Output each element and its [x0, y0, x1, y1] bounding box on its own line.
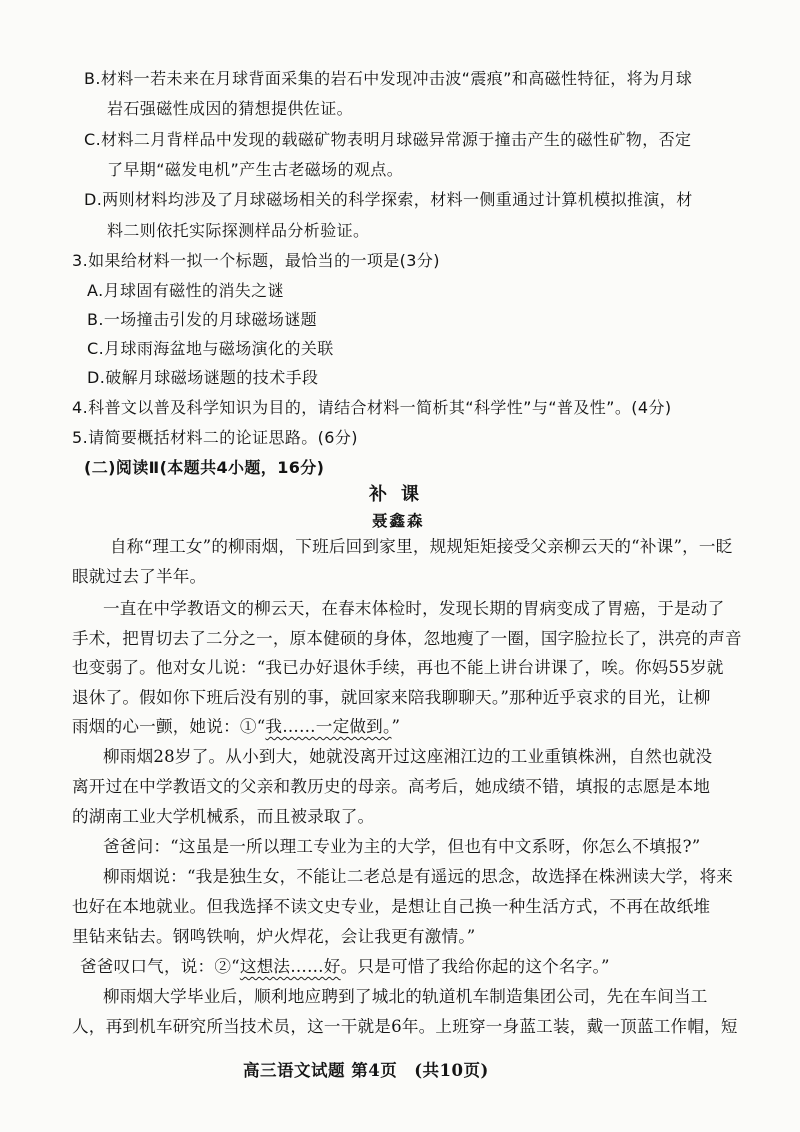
- q2-option-b-line1: B.材料一若未来在月球背面采集的岩石中发现冲击波“震痕”和高磁性特征，将为月球: [84, 69, 693, 88]
- story-line: 离开过在中学教语文的父亲和教历史的母亲。高考后，她成绩不错，填报的志愿是本地: [72, 777, 711, 796]
- marked-1-suffix: ”: [391, 717, 401, 736]
- story-line: 的湖南工业大学机械系，而且被录取了。: [72, 807, 375, 826]
- q3-stem: 3.如果给材料一拟一个标题，最恰当的一项是(3分): [72, 251, 440, 270]
- q5-stem: 5.请简要概括材料二的论证思路。(6分): [72, 428, 358, 447]
- story-line: 也变弱了。他对女儿说：“我已办好退休手续，再也不能上讲台讲课了，唉。你妈55岁就: [72, 658, 724, 677]
- story-line: 柳雨烟大学毕业后，顺利地应聘到了城北的轨道机车制造集团公司，先在车间当工: [103, 987, 708, 1006]
- section-heading: (二)阅读Ⅱ(本题共4小题，16分): [84, 458, 325, 477]
- wavy-underlined-phrase-2: 这想法……好: [239, 957, 341, 976]
- q3-option-c: C.月球雨海盆地与磁场演化的关联: [87, 339, 334, 358]
- story-title: 补课: [369, 484, 433, 505]
- q3-option-d: D.破解月球磁场谜题的技术手段: [87, 368, 319, 387]
- story-line: 一直在中学教语文的柳云天，在春末体检时，发现长期的胃病变成了胃癌，于是动了: [103, 599, 725, 618]
- story-line: 爸爸问：“这虽是一所以理工专业为主的大学，但也有中文系呀，你怎么不填报?”: [103, 837, 701, 856]
- marked-2-suffix: 。只是可惜了我给你起的这个名字。”: [340, 957, 610, 976]
- story-line: 里钻来钻去。钢鸣铁响，炉火焊花，会让我更有激情。”: [72, 927, 476, 946]
- q4-stem: 4.科普文以普及科学知识为目的，请结合材料一简析其“科学性”与“普及性”。(4分): [72, 398, 672, 417]
- story-line: 自称“理工女”的柳雨烟，下班后回到家里，规规矩矩接受父亲柳云天的“补课”，一眨: [110, 537, 733, 556]
- story-line: 柳雨烟说：“我是独生女，不能让二老总是有遥远的思念，故选择在株洲读大学，将来: [103, 867, 734, 886]
- story-line: 手术，把胃切去了二分之一，原本健硕的身体，忽地瘦了一圈，国字脸拉长了，洪亮的声音: [72, 629, 742, 648]
- q2-option-c-line1: C.材料二月背样品中发现的载磁矿物表明月球磁异常源于撞击产生的磁性矿物，否定: [84, 130, 692, 149]
- story-line: 眼就过去了半年。: [72, 567, 207, 586]
- story-line-marked-1: [72, 716, 400, 738]
- story-line: 退休了。假如你下班后没有别的事，就回家来陪我聊聊天。”那种近乎哀求的目光，让柳: [72, 688, 711, 707]
- story-line: 也好在本地就业。但我选择不读文史专业，是想让自己换一种生活方式，不再在故纸堆: [72, 897, 711, 916]
- story-line: 人，再到机车研究所当技术员，这一干就是6年。上班穿一身蓝工装，戴一顶蓝工作帽，短: [72, 1017, 738, 1036]
- q2-option-d-line1: D.两则材料均涉及了月球磁场相关的科学探索，材料一侧重通过计算机模拟推演，材: [84, 190, 693, 209]
- page-footer: 高三语文试题 第4页 (共10页): [243, 1061, 489, 1080]
- wavy-underlined-phrase-1: 我……一定做到。: [265, 717, 392, 736]
- marked-1-prefix: 雨烟的心一颤，她说：①“: [72, 717, 266, 736]
- marked-2-prefix: 爸爸叹口气，说：②“: [80, 957, 240, 976]
- q3-option-b: B.一场撞击引发的月球磁场谜题: [87, 310, 318, 329]
- story-line: 柳雨烟28岁了。从小到大，她就没离开过这座湘江边的工业重镇株洲，自然也就没: [103, 747, 713, 766]
- story-line-marked-2: [80, 956, 610, 978]
- story-author: 聂鑫森: [372, 511, 425, 530]
- q3-option-a: A.月球固有磁性的消失之谜: [87, 281, 284, 300]
- q2-option-d-line2: 料二则依托实际探测样品分析验证。: [107, 221, 370, 240]
- q2-option-c-line2: 了早期“磁发电机”产生古老磁场的观点。: [107, 160, 404, 179]
- q2-option-b-line2: 岩石强磁性成因的猜想提供佐证。: [107, 99, 354, 118]
